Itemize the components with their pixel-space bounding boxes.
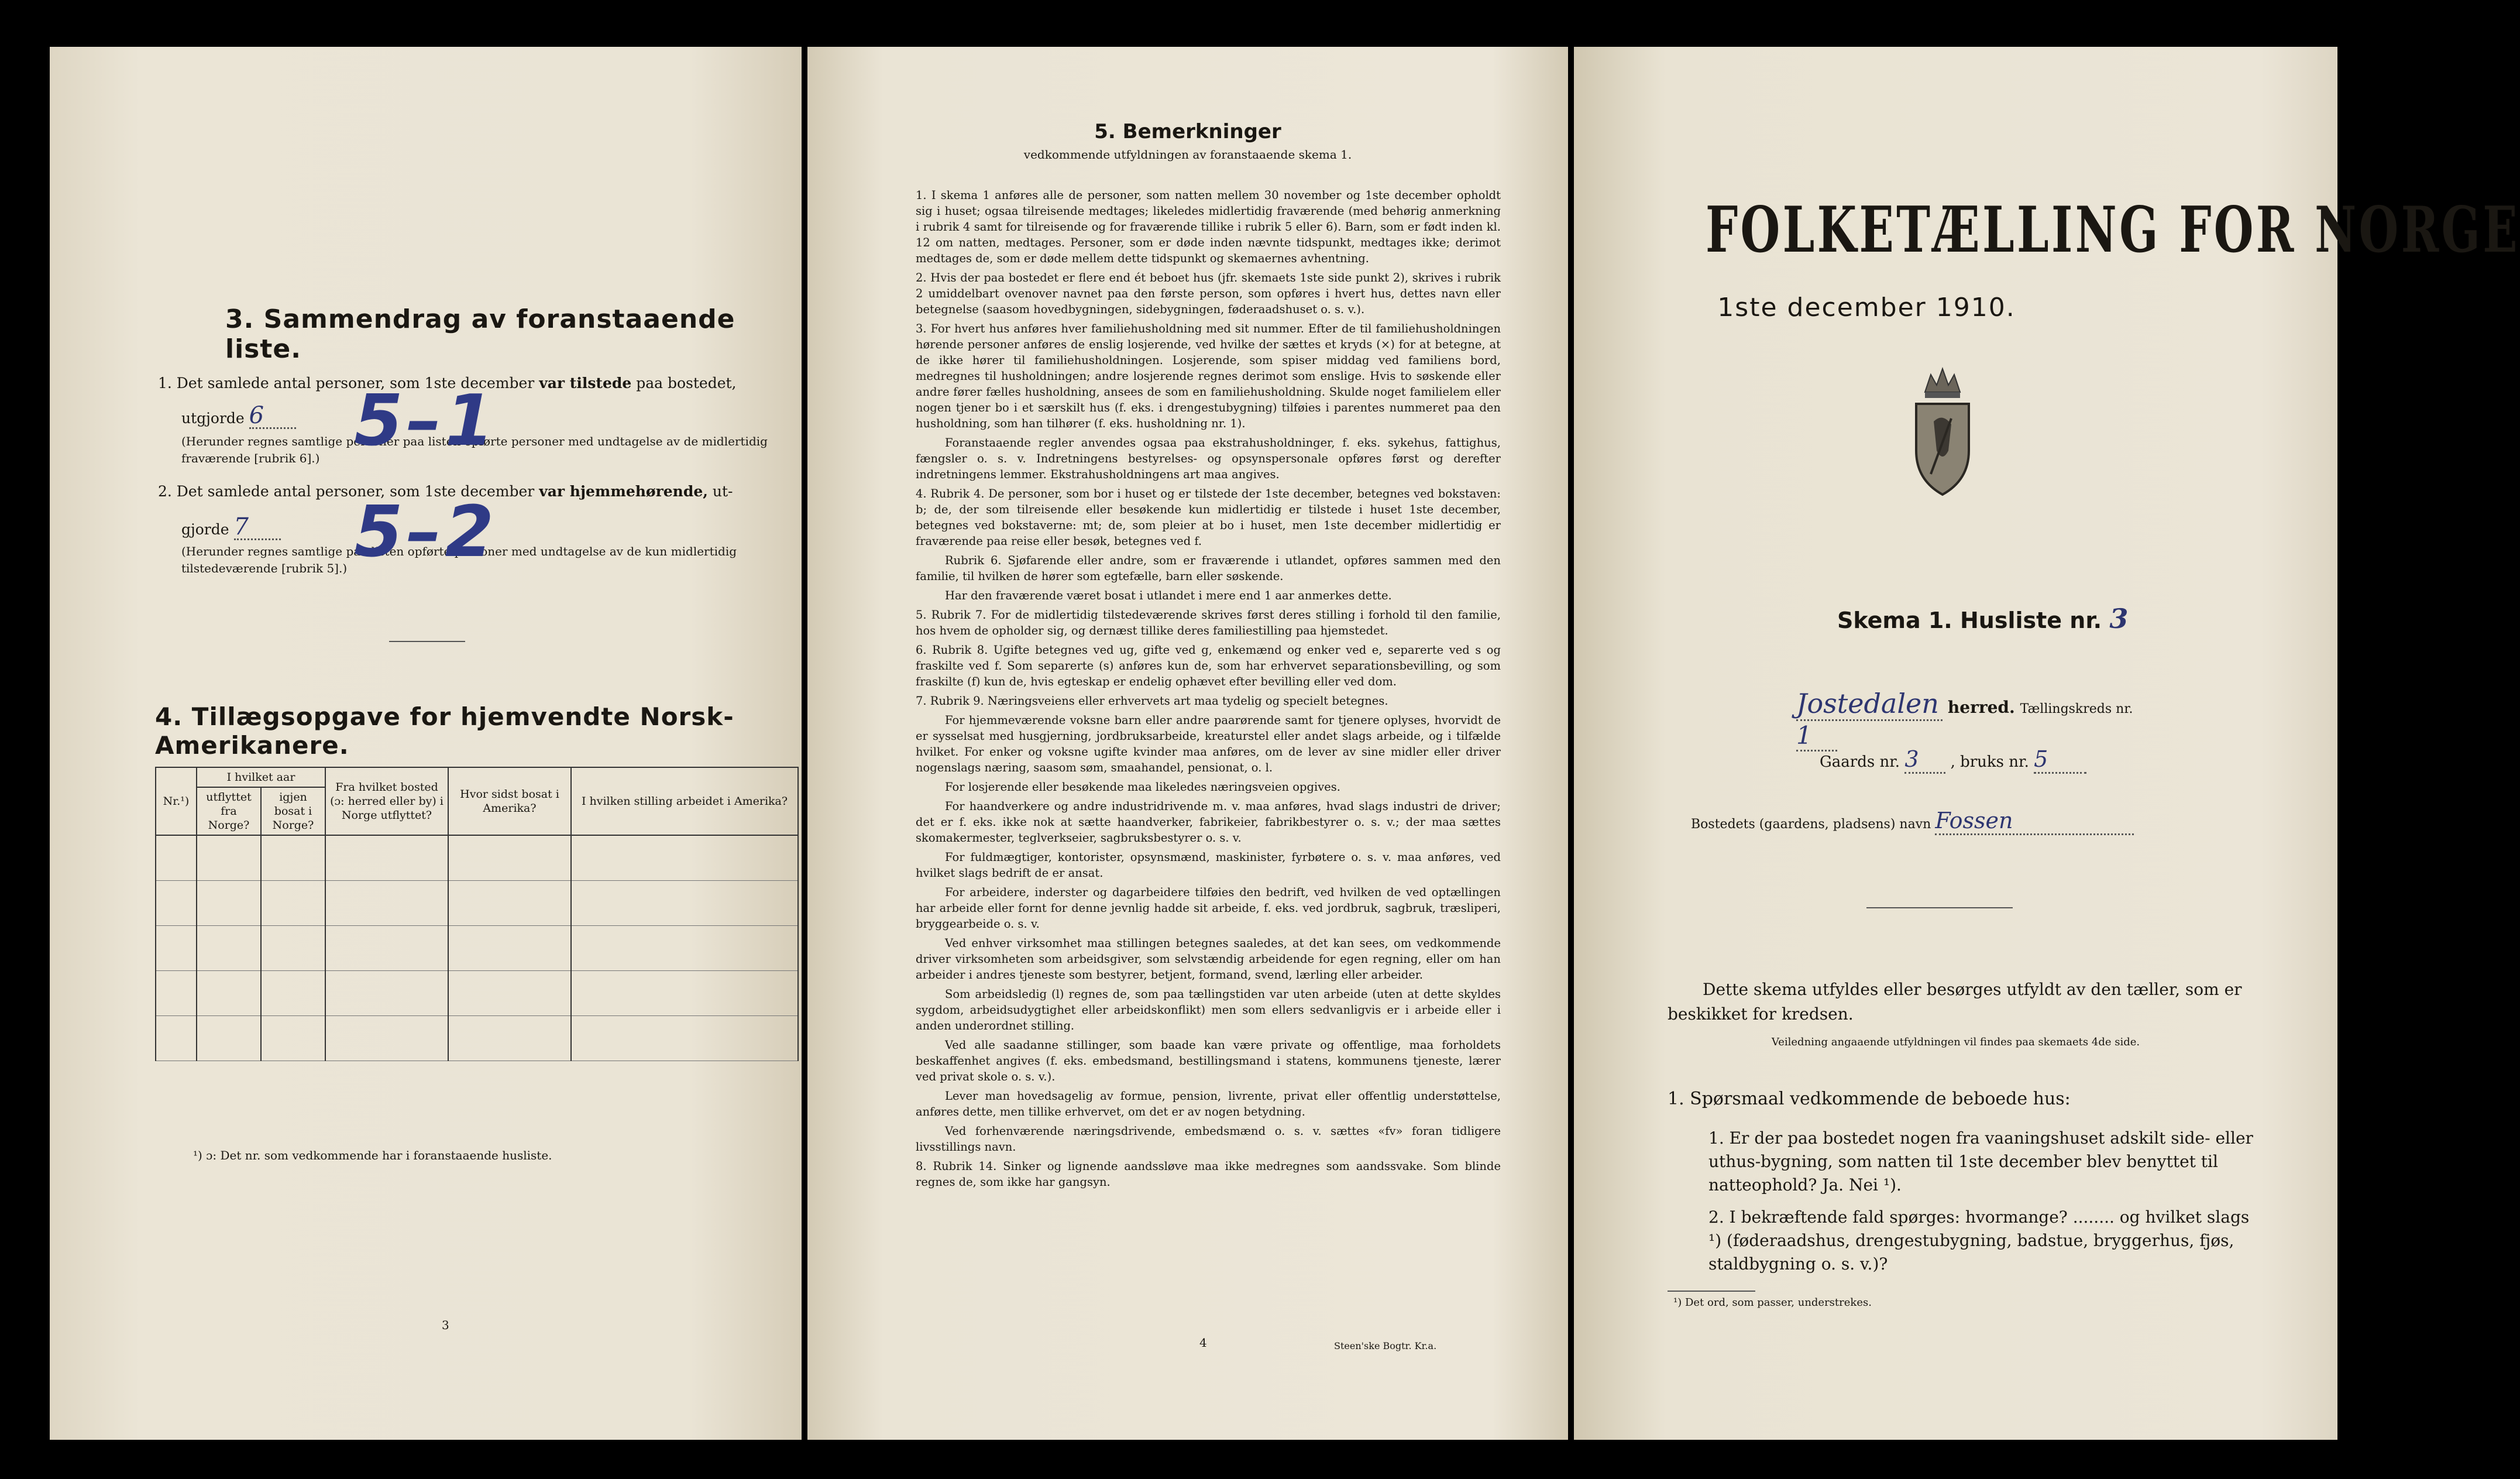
- col-year-group: I hvilket aar: [197, 767, 325, 787]
- gaards-value: 3: [1904, 746, 1945, 774]
- hand-annotation-1: 5–1: [354, 380, 497, 462]
- table-row: [156, 971, 798, 1016]
- item-2-gjorde: gjorde 7: [181, 515, 281, 541]
- page-number-4: 4: [1199, 1336, 1207, 1350]
- skema-line: Skema 1. Husliste nr. 3: [1837, 603, 2129, 634]
- section-4-title: 4. Tillægsopgave for hjemvendte Norsk-Amerikanere.: [155, 702, 734, 760]
- col-stilling: I hvilken stilling arbeidet i Amerika?: [571, 767, 798, 835]
- remark-paragraph: Foranstaaende regler anvendes ogsaa paa ekstrahusholdninger, f. eks. sykehus, fattighus, fængsler o. s. v. Indretningens bestyrelses- og opsynspersonale opføres først og derefter indretningens lemmer. Ekstrahusholdningens art maa angives.: [916, 436, 1501, 481]
- remarks-list: [916, 187, 1501, 1193]
- page-4: [807, 47, 1568, 1440]
- section-3-title: 3. Sammendrag av foranstaaende liste.: [225, 304, 735, 364]
- census-date: 1ste december 1910.: [1717, 293, 2016, 322]
- remark-paragraph: 5. Rubrik 7. For de midlertidig tilstedeværende skrives først deres stilling i forhold til den familie, hos hvem de opholder sig, og dernæst tillike deres familiestilling paa hjemstedet.: [916, 608, 1501, 637]
- remark-paragraph: For hjemmeværende voksne barn eller andre paarørende samt for tjenere oplyses, hvorvidt de er sysselsat med husgjerning, jordbruksarbeide, kreaturstel eller andet slags arbeide, og i tilfælde hvilket. For enker og voksne ugifte kvinder maa anføres, om de lever av sine midler eller driver nogenslags næring, saasom søm, smaahandel, pensionat, o. l.: [916, 713, 1501, 774]
- item-1: 1. Det samlede antal personer, som 1ste december var tilstede paa bostedet,: [158, 375, 737, 392]
- item-1-value: 6: [249, 404, 296, 429]
- coat-of-arms-icon: [1907, 363, 1978, 497]
- remark-paragraph: For fuldmægtiger, kontorister, opsynsmænd, maskinister, fyrbøtere o. s. v. maa anføres, ved hvilket slags bedrift de er ansat.: [916, 850, 1501, 880]
- footnote-rule: [1668, 1291, 1755, 1292]
- table-row: [156, 926, 798, 971]
- herred-value: Jostedalen: [1796, 688, 1943, 721]
- item-2-value: 7: [234, 515, 281, 540]
- item-1-utgjorde: utgjorde 6: [181, 404, 296, 430]
- footnote: ¹) Det ord, som passer, understrekes.: [1673, 1296, 1872, 1309]
- table-row: [156, 1016, 798, 1061]
- remark-paragraph: 2. Hvis der paa bostedet er flere end ét beboet hus (jfr. skemaets 1ste side punkt 2), skrives i rubrik 2 umiddelbart ovenover navnet paa den første person, som opføres i hvert hus, dettes navn eller betegnelse (saasom hovedbygningen, sidebygningen, føderaadshuset o. s. v.).: [916, 271, 1501, 316]
- question-1-title: 1. Spørsmaal vedkommende de beboede hus:: [1668, 1089, 2071, 1109]
- col-hvor-sidst: Hvor sidst bosat i Amerika?: [448, 767, 571, 835]
- ornament-divider: [1866, 907, 2013, 908]
- veiledning-text: Veiledning angaaende utfyldningen vil findes paa skemaets 4de side.: [1771, 1036, 2140, 1048]
- remark-paragraph: For haandverkere og andre industridrivende m. v. maa anføres, hvad slags industri de driver; det er f. eks. ikke nok at sætte haandverker, fabrikeier, fabrikbestyrer o. s. v.; der maa sættes skomakermester, teglverkseier, sagbruksbestyrer o. s. v.: [916, 799, 1501, 845]
- remarks-title: 5. Bemerkninger: [1094, 120, 1281, 143]
- bosted-value: Fossen: [1935, 808, 2134, 835]
- remark-paragraph: 6. Rubrik 8. Ugifte betegnes ved ug, gifte ved g, enkemænd og enker ved e, separerte ved s og fraskilte ved f. Som separerte (s) anføres kun de, som har erhvervet separationsbevilling, og som fraskilte (f) kun de, hvis egteskap er endelig ophævet efter bevilling eller ved dom.: [916, 643, 1501, 688]
- remark-paragraph: Lever man hovedsagelig av formue, pension, livrente, privat eller offentlig understøttelse, anføres dette, men tillike erhvervet, om det er av nogen betydning.: [916, 1089, 1501, 1118]
- page-number-3: 3: [442, 1318, 449, 1332]
- item-2-note: (Herunder regnes samtlige paa listen opførte personer med undtagelse av de kun midlertidig tilstedeværende [rubrik 5].): [181, 544, 737, 575]
- item-1-note: (Herunder regnes samtlige personer paa listen opførte personer med undtagelse av de midlertidig fraværende [rubrik 6].): [181, 434, 768, 465]
- question-1-1: 1. Er der paa bostedet nogen fra vaaningshuset adskilt side- eller uthus-bygning, som natten til 1ste december blev benyttet til natteophold? Ja. Nei ¹).: [1708, 1128, 2253, 1195]
- col-nr: Nr.¹): [156, 767, 197, 835]
- remark-paragraph: Som arbeidsledig (l) regnes de, som paa tællingstiden var uten arbeide (uten at dette skyldes sygdom, arbeidsudygtighet eller arbeidskonflikt) men som ellers sedvanligvis er i arbeide eller i anden underordnet stilling.: [916, 987, 1501, 1032]
- table-row: [156, 881, 798, 926]
- remarks-subtitle: vedkommende utfyldningen av foranstaaende skema 1.: [1023, 147, 1352, 162]
- hand-annotation-2: 5–2: [354, 492, 497, 573]
- col-igjen: igjen bosat i Norge?: [261, 787, 325, 835]
- col-fra-hvilket: Fra hvilket bosted (ɔ: herred eller by) i Norge utflyttet?: [325, 767, 448, 835]
- question-1-2: 2. I bekræftende fald spørges: hvormange? ........ og hvilket slags ¹) (føderaadshus, drengestubygning, badstue, bryggerhus, fjøs, staldbygning o. s. v.)?: [1708, 1207, 2250, 1274]
- page-3: [50, 47, 802, 1440]
- item-2: 2. Det samlede antal personer, som 1ste december var hjemmehørende, ut-: [158, 483, 733, 500]
- remark-paragraph: Ved alle saadanne stillinger, som baade kan være private og offentlige, maa forholdets beskaffenhet angives (f. eks. embedsmand, bestillingsmand i statens, kommunens tjeneste, lærer ved privat skole o. s. v.).: [916, 1038, 1501, 1083]
- table-footnote: ¹) ɔ: Det nr. som vedkommende har i foranstaaende husliste.: [193, 1148, 552, 1162]
- bosted-line: Bostedets (gaardens, pladsens) navn Fossen: [1691, 808, 2247, 835]
- kreds-value: 1: [1796, 721, 1837, 751]
- divider: [389, 641, 465, 642]
- gaards-line: Gaards nr. 3 , bruks nr. 5: [1820, 746, 2086, 774]
- remark-paragraph: Ved enhver virksomhet maa stillingen betegnes saaledes, at det kan sees, om vedkommende driver virksomheten som arbeidsgiver, som selvstændig arbeidende for egen regning, eller om han arbeider i andres tjeneste som bestyrer, betjent, formand, svend, lærling eller arbeider.: [916, 936, 1501, 982]
- remark-paragraph: 4. Rubrik 4. De personer, som bor i huset og er tilstede der 1ste december, betegnes ved bokstaven: b; de, der som tilreisende eller besøkende kun midlertidig er tilstede i huset 1ste december, betegnes ved bokstaverne: mt; de, som pleier at bo i huset, men 1ste december midlertidig er fraværende paa reise eller besøk, betegnes ved f.: [916, 487, 1501, 548]
- remark-paragraph: For losjerende eller besøkende maa likeledes næringsveien opgives.: [945, 780, 1340, 794]
- remark-paragraph: For arbeidere, inderster og dagarbeidere tilføies den bedrift, ved hvilken de ved optællingen har arbeide eller fornt for denne jevnlig hadde sit arbeide, f. eks. ved jordbruk, sagbruk, træsliperi, bryggearbeide o. s. v.: [916, 886, 1501, 931]
- herred-line: Jostedalen herred. Tællingskreds nr. 1: [1796, 688, 2159, 751]
- remark-paragraph: Har den fraværende været bosat i utlandet i mere end 1 aar anmerkes dette.: [945, 589, 1392, 602]
- bruks-value: 5: [2034, 746, 2086, 774]
- census-title: FOLKETÆLLING FOR NORGE: [1706, 193, 2520, 267]
- remark-paragraph: 3. For hvert hus anføres hver familiehusholdning med sit nummer. Efter de til familiehusholdningen hørende personer anføres de enslig losjerende, ved hvilke der sættes et kryds (×) for at betegne, at de ikke hører til familiehusholdningen. Losjerende, som spiser middag ved familiens bord, medregnes til husholdningen; andre losjerende regnes derimot som enslige. Hvis to søskende eller andre fører fælles husholdning, ansees de som en familiehusholdning. Skulde noget familielem eller nogen tjener bo i et særskilt hus (f. eks. i drengestubygning) tilføies i parentes nummeret paa den husholdning, som han tilhører (f. eks. husholdning nr. 1).: [916, 322, 1501, 430]
- remark-paragraph: 8. Rubrik 14. Sinker og lignende aandssløve maa ikke medregnes som aandssvake. Som blinde regnes de, som ikke har gangsyn.: [916, 1159, 1501, 1189]
- table-row: [156, 835, 798, 881]
- col-utflyttet: utflyttet fra Norge?: [197, 787, 261, 835]
- remark-paragraph: 1. I skema 1 anføres alle de personer, som natten mellem 30 november og 1ste december opholdt sig i huset; ogsaa tilreisende medtages; likeledes midlertidig fraværende (med behørig anmerkning i rubrik 4 samt for tilreisende og for fraværende tillike i rubrik 5 eller 6). Barn, som er født inden kl. 12 om natten, medtages. Personer, som er døde inden nævnte tidspunkt, medtages ikke; derimot medtages de, som er døde mellem dette tidspunkt og skemaernes avhentning.: [916, 188, 1501, 265]
- norsk-amerikanere-table: [155, 767, 799, 1061]
- husliste-nr: 3: [2109, 603, 2129, 634]
- instruction-text: Dette skema utfyldes eller besørges utfyldt av den tæller, som er beskikket for kredsen.: [1668, 980, 2242, 1024]
- remark-paragraph: Rubrik 6. Sjøfarende eller andre, som er fraværende i utlandet, opføres sammen med den familie, til hvilken de hører som egtefælle, barn eller søskende.: [916, 554, 1501, 583]
- remark-paragraph: 7. Rubrik 9. Næringsveiens eller erhvervets art maa tydelig og specielt betegnes.: [916, 694, 1388, 708]
- page-1: [1574, 47, 2520, 1440]
- printer-imprint: Steen'ske Bogtr. Kr.a.: [1334, 1340, 1437, 1351]
- remark-paragraph: Ved forhenværende næringsdrivende, embedsmænd o. s. v. sættes «fv» foran tidligere livsstillings navn.: [916, 1124, 1501, 1154]
